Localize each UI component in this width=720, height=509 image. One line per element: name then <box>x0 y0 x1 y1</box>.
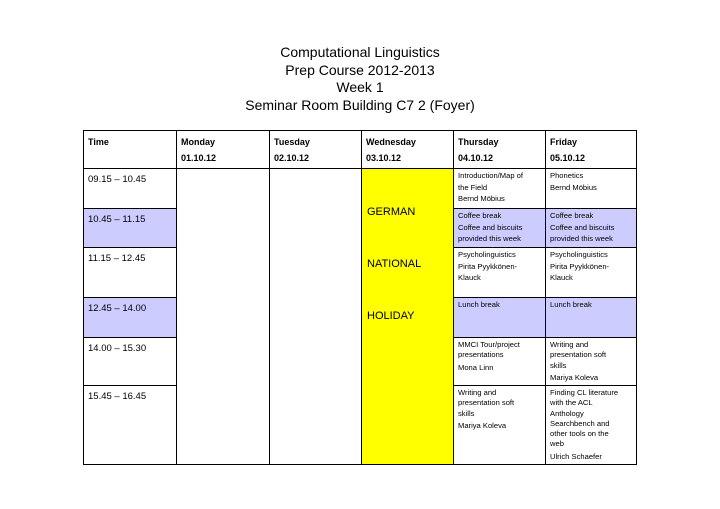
session-text <box>454 386 545 431</box>
schedule-title <box>0 44 720 114</box>
session-line: other tools on the <box>550 429 609 439</box>
thursday-session <box>454 386 546 465</box>
time-header-label: Time <box>88 137 109 147</box>
table-row <box>84 169 637 209</box>
time-slot: 09.15 – 10.45 <box>88 174 147 185</box>
session-line: web <box>550 439 564 449</box>
session-text <box>454 169 545 204</box>
time-cell <box>84 338 177 386</box>
time-slot: 11.15 – 12.45 <box>88 253 146 264</box>
day-date: 02.10.12 <box>274 153 310 163</box>
session-line: Coffee break <box>550 211 594 220</box>
session-line: Writing and <box>550 340 589 349</box>
schedule-table <box>83 130 637 465</box>
room-label: Seminar Room Building C7 2 (Foyer) <box>245 96 475 113</box>
session-text <box>546 209 636 244</box>
session-text <box>546 248 636 283</box>
header-monday <box>177 131 270 169</box>
time-cell <box>84 386 177 465</box>
session-line: MMCI Tour/project <box>458 340 520 349</box>
session-line: with the ACL <box>550 398 593 408</box>
session-text <box>454 248 545 283</box>
session-text <box>454 298 545 310</box>
day-name: Monday <box>181 137 216 147</box>
session-line: Lunch break <box>550 300 592 309</box>
day-name: Wednesday <box>366 137 416 147</box>
header-thursday <box>454 131 546 169</box>
tuesday-column-empty <box>270 169 362 465</box>
header-wednesday <box>362 131 454 169</box>
session-line: Searchbench and <box>550 418 610 428</box>
session-text <box>546 338 636 383</box>
session-line: provided this week <box>458 233 521 243</box>
session-line: Mona Linn <box>458 362 494 372</box>
session-text <box>546 169 636 194</box>
session-line: Bernd Möbius <box>458 193 505 203</box>
course-name: Computational Linguistics <box>280 44 440 60</box>
session-line: Pirita Pyykkönen- <box>550 262 610 272</box>
session-line: Klauck <box>458 272 481 282</box>
time-cell <box>84 169 177 209</box>
day-name: Thursday <box>458 137 499 147</box>
day-date: 05.10.12 <box>550 153 586 163</box>
session-line: provided this week <box>550 233 613 243</box>
day-date: 04.10.12 <box>458 153 494 163</box>
header-row <box>84 131 637 169</box>
holiday-word-german: GERMAN <box>367 206 416 218</box>
session-line: Coffee break <box>458 211 502 220</box>
wednesday-holiday-cell <box>362 169 454 465</box>
holiday-word-national: NATIONAL <box>367 258 422 270</box>
course-year: Prep Course 2012-2013 <box>285 61 435 78</box>
session-line: Coffee and biscuits <box>458 223 523 233</box>
monday-column-empty <box>177 169 270 465</box>
friday-session <box>546 338 637 386</box>
session-line: Ulrich Schaefer <box>550 451 602 461</box>
session-line: presentations <box>458 350 504 360</box>
day-name: Tuesday <box>274 137 310 147</box>
header-friday <box>546 131 637 169</box>
session-text <box>546 298 636 310</box>
session-line: Bernd Möbius <box>550 183 597 193</box>
time-slot: 10.45 – 11.15 <box>88 214 146 225</box>
thursday-session <box>454 209 546 248</box>
session-line: skills <box>550 360 567 370</box>
session-line: Lunch break <box>458 300 500 309</box>
session-line: Phonetics <box>550 171 584 180</box>
session-line: presentation soft <box>550 350 607 360</box>
session-line: Psycholinguistics <box>550 250 608 259</box>
friday-session <box>546 209 637 248</box>
time-cell <box>84 209 177 248</box>
time-slot: 12.45 – 14.00 <box>88 303 147 314</box>
session-line: Writing and <box>458 388 497 397</box>
friday-session <box>546 386 637 465</box>
thursday-session <box>454 169 546 209</box>
session-line: Psycholinguistics <box>458 250 516 259</box>
week-label: Week 1 <box>336 79 384 95</box>
thursday-session <box>454 298 546 338</box>
header-tuesday <box>270 131 362 169</box>
day-name: Friday <box>550 137 578 147</box>
session-text <box>454 338 545 373</box>
session-line: Anthology <box>550 408 584 418</box>
session-line: skills <box>458 408 475 418</box>
thursday-session <box>454 338 546 386</box>
time-cell <box>84 248 177 298</box>
session-text <box>546 386 636 462</box>
day-date: 03.10.12 <box>366 153 402 163</box>
session-line: presentation soft <box>458 398 515 408</box>
header-time <box>84 131 177 169</box>
session-line: Mariya Koleva <box>550 372 599 382</box>
session-line: Pirita Pyykkönen- <box>458 262 518 272</box>
friday-session <box>546 248 637 298</box>
session-text <box>454 209 545 244</box>
session-line: Klauck <box>550 272 573 282</box>
time-slot: 14.00 – 15.30 <box>88 343 147 354</box>
session-line: Introduction/Map of <box>458 171 524 180</box>
session-line: Coffee and biscuits <box>550 223 615 233</box>
time-slot: 15.45 – 16.45 <box>88 391 147 402</box>
session-line: the Field <box>458 183 488 193</box>
friday-session <box>546 169 637 209</box>
day-date: 01.10.12 <box>181 153 217 163</box>
holiday-word-holiday: HOLIDAY <box>367 310 415 322</box>
thursday-session <box>454 248 546 298</box>
friday-session <box>546 298 637 338</box>
session-line: Mariya Koleva <box>458 420 507 430</box>
time-cell <box>84 298 177 338</box>
session-line: Finding CL literature <box>550 388 619 397</box>
